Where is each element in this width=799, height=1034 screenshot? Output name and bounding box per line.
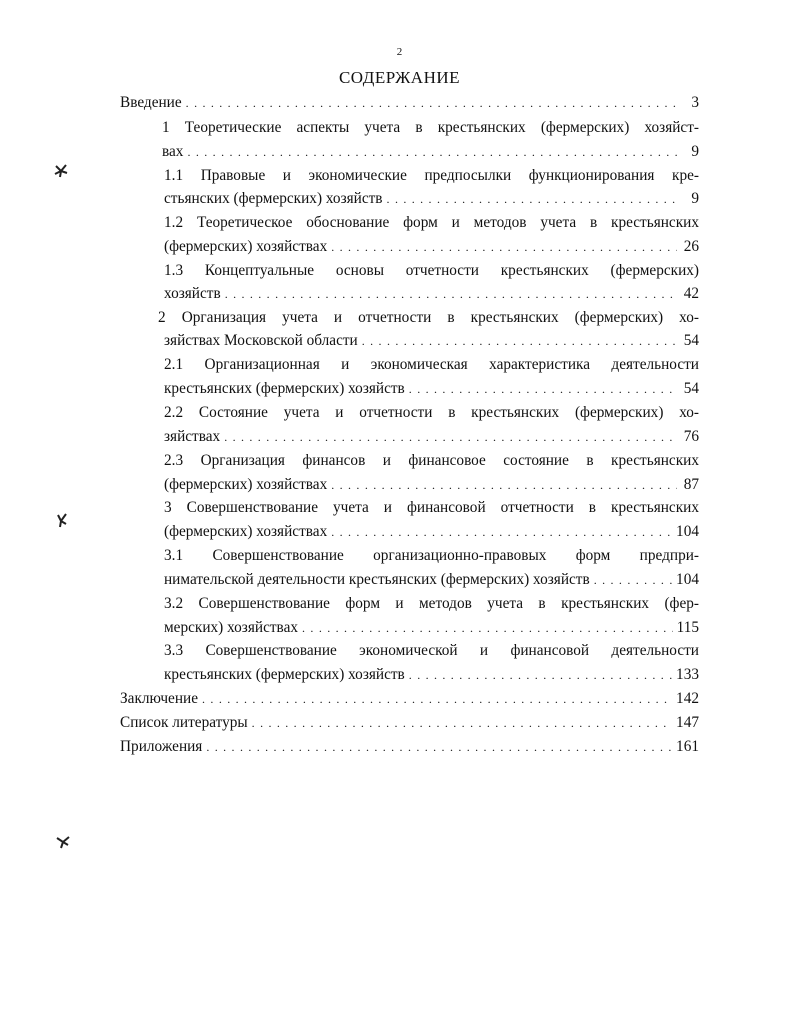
- toc-entry-ch1-line2: вах . . . 9: [162, 140, 699, 164]
- toc-entry-s2-1-line2: крестьянских (фермерских) хозяйств . . . 54: [164, 377, 699, 401]
- toc-entry-ch3-line2: (фермерских) хозяйствах . . . 104: [164, 520, 699, 544]
- toc-entry-references: Список литературы . . . 147: [120, 711, 699, 735]
- toc-entry-intro: Введение . . . 3: [120, 91, 699, 115]
- toc-entry-s1-3-line2: хозяйств . . . 42: [164, 282, 699, 306]
- scan-mark-icon: [54, 834, 72, 850]
- toc-entry-ch1-line1: 1 Теоретические аспекты учета в крестьянских (фермерских) хозяйст-: [162, 119, 699, 136]
- toc-entry-s3-3-line1: 3.3 Совершенствование экономической и финансовой деятельности: [164, 642, 699, 659]
- toc-entry-s2-2-line1: 2.2 Состояние учета и отчетности в крестьянских (фермерских) хо-: [164, 404, 699, 421]
- toc-entry-ch3-line1: 3 Совершенствование учета и финансовой отчетности в крестьянских: [164, 499, 699, 516]
- toc-entry-s1-2-line2: (фермерских) хозяйствах . . . 26: [164, 235, 699, 259]
- toc-entry-s3-3-line2: крестьянских (фермерских) хозяйств . . . 133: [164, 663, 699, 687]
- scan-mark-icon: [54, 512, 70, 530]
- toc-entry-ch2-line1: 2 Организация учета и отчетности в крестьянских (фермерских) хо-: [158, 309, 699, 326]
- toc-entry-s3-2-line1: 3.2 Совершенствование форм и методов учета в крестьянских (фер-: [164, 595, 699, 612]
- toc-title: СОДЕРЖАНИЕ: [338, 68, 461, 87]
- toc-entry-s3-1-line2: нимательской деятельности крестьянских (фермерских) хозяйств . . . 104: [164, 568, 699, 592]
- toc-entry-conclusion: Заключение . . . 142: [120, 687, 699, 711]
- toc-entry-s3-1-line1: 3.1 Совершенствование организационно-правовых форм предпри-: [164, 547, 699, 564]
- toc-entry-ch2-line2: зяйствах Московской области . . . 54: [164, 329, 699, 353]
- toc-entry-s2-1-line1: 2.1 Организационная и экономическая характеристика деятельности: [164, 356, 699, 373]
- toc-entry-s3-2-line2: мерских) хозяйствах . . . 115: [164, 616, 699, 640]
- page-number: 2: [396, 46, 403, 58]
- toc-entry-s1-1-line1: 1.1 Правовые и экономические предпосылки функционирования кре-: [164, 167, 699, 184]
- toc-entry-s1-2-line1: 1.2 Теоретическое обоснование форм и методов учета в крестьянских: [164, 214, 699, 231]
- scan-mark-icon: [52, 162, 70, 180]
- toc-entry-s2-3-line2: (фермерских) хозяйствах . . . 87: [164, 473, 699, 497]
- toc-entry-s2-3-line1: 2.3 Организация финансов и финансовое состояние в крестьянских: [164, 452, 699, 469]
- toc-entry-s1-3-line1: 1.3 Концептуальные основы отчетности крестьянских (фермерских): [164, 262, 699, 279]
- toc-entry-s1-1-line2: стьянских (фермерских) хозяйств . . . 9: [164, 187, 699, 211]
- toc-entry-appendices: Приложения . . . 161: [120, 735, 699, 759]
- toc-entry-s2-2-line2: зяйствах . . . 76: [164, 425, 699, 449]
